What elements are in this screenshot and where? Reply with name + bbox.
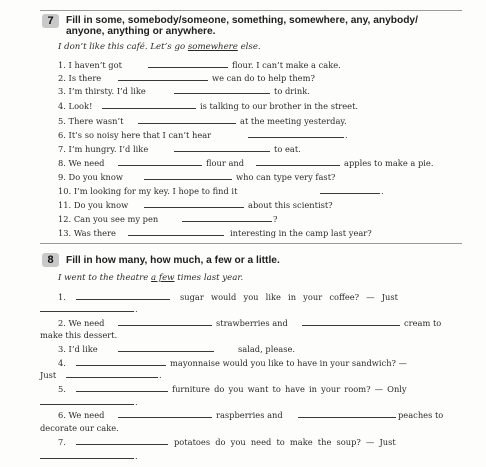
item-text: 10. I’m looking for my key. I hope to find it [58, 186, 238, 196]
item-text: 3. I’d like [58, 344, 98, 354]
exercise-7-title-line2: anyone, anything or anywhere. [66, 26, 216, 37]
item-text: make this dessert. [40, 330, 118, 340]
item-text: 9. Do you know [58, 172, 123, 182]
exercise-7-example [58, 42, 261, 52]
example-answer: somewhere [187, 42, 238, 52]
divider-top [40, 10, 462, 11]
answer-blank[interactable] [40, 404, 134, 405]
item-text: 6. It’s so noisy here that I can’t hear [58, 130, 212, 140]
example-text-end: else. [237, 42, 261, 52]
item-text: potatoes do you need to make the soup? — Just [174, 437, 396, 447]
item-text: who can type very fast? [236, 172, 336, 182]
item-text: 8. We need [58, 158, 105, 168]
answer-blank[interactable] [118, 80, 208, 81]
item-text: sugar would you like in your coffee? — Just [180, 292, 398, 302]
item-text: interesting in the camp last year? [230, 228, 372, 238]
example-text-start: I don’t like this café. Let’s go [58, 42, 188, 52]
item-text: strawberries and [216, 318, 288, 328]
item-text: Just [40, 370, 57, 380]
item-text: flour. I can’t make a cake. [232, 60, 341, 70]
answer-blank[interactable] [298, 417, 396, 418]
example-text-start: I went to the theatre [58, 273, 152, 283]
exercise-8-title: Fill in how many, how much, a few or a little. [66, 255, 280, 266]
exercise-7-number: 7 [42, 14, 59, 28]
item-number: 1. [58, 292, 66, 302]
answer-blank[interactable] [174, 151, 270, 152]
answer-blank[interactable] [118, 165, 202, 166]
item-text: 13. Was there [58, 228, 116, 238]
item-text: . [381, 186, 384, 196]
answer-blank[interactable] [40, 311, 134, 312]
answer-blank[interactable] [40, 458, 134, 459]
item-text: about this scientist? [248, 200, 333, 210]
item-number: 5. [58, 384, 66, 394]
item-text: 5. There wasn’t [58, 116, 124, 126]
item-text: raspberries and [216, 410, 283, 420]
answer-blank[interactable] [144, 179, 232, 180]
item-text: 12. Can you see my pen [58, 214, 159, 224]
answer-blank[interactable] [76, 299, 170, 300]
item-number: 7. [58, 437, 66, 447]
item-text: is talking to our brother in the street. [200, 101, 359, 111]
answer-blank[interactable] [302, 325, 400, 326]
example-answer: a few [151, 273, 175, 283]
item-text: apples to make a pie. [344, 158, 434, 168]
item-text: at the meeting yesterday. [240, 116, 347, 126]
item-text: 11. Do you know [58, 200, 129, 210]
item-text: 6. We need [58, 410, 105, 420]
item-text: 3. I’m thirsty. I’d like [58, 86, 146, 96]
item-text: . [345, 130, 348, 140]
item-number: 4. [58, 358, 66, 368]
item-text: we can do to help them? [212, 73, 315, 83]
answer-blank[interactable] [66, 377, 158, 378]
answer-blank[interactable] [144, 207, 244, 208]
item-text: to eat. [274, 144, 301, 154]
example-text-end: times last year. [174, 273, 244, 283]
answer-blank[interactable] [76, 391, 168, 392]
answer-blank[interactable] [118, 325, 212, 326]
item-text: salad, please. [238, 344, 296, 354]
answer-blank[interactable] [182, 221, 272, 222]
item-text: flour and [206, 158, 245, 168]
item-text: 2. We need [58, 318, 105, 328]
exercise-8-example [58, 273, 243, 283]
answer-blank[interactable] [256, 165, 340, 166]
item-text: 1. I haven’t got [58, 60, 122, 70]
item-text: mayonnaise would you like to have in your sandwich? — [170, 358, 407, 368]
item-text: 2. Is there [58, 73, 102, 83]
answer-blank[interactable] [138, 123, 236, 124]
answer-blank[interactable] [148, 67, 228, 68]
item-text: cream to [404, 318, 442, 328]
item-text: 7. I’m hungry. I’d like [58, 144, 149, 154]
answer-blank[interactable] [118, 351, 214, 352]
item-text: 4. Look! [58, 101, 93, 111]
answer-blank[interactable] [76, 365, 166, 366]
exercise-8-number: 8 [42, 253, 59, 267]
answer-blank[interactable] [128, 235, 224, 236]
answer-blank[interactable] [248, 137, 344, 138]
divider-middle [40, 243, 462, 244]
item-text: ? [273, 214, 278, 224]
exercise-7-title-line1: Fill in some, somebody/someone, something, somewhere, any, anybody/ [66, 15, 418, 26]
item-text: decorate our cake. [40, 423, 119, 433]
answer-blank[interactable] [174, 93, 270, 94]
item-text: furniture do you want to have in your room? — Only [172, 384, 407, 394]
answer-blank[interactable] [102, 108, 196, 109]
answer-blank[interactable] [76, 444, 168, 445]
answer-blank[interactable] [320, 193, 380, 194]
textbook-page: 7 Fill in some, somebody/someone, something, somewhere, any, anybody/ anyone, anything or anywhere. I don’t like this café. Let’s go somewhere else. 1. I haven’t got flour. I can’t make a cake. 2. Is there we can do to help them? 3. I’m thirsty. I’d like to drink. 4. Look! is talking to our brother in the street. 5. There wasn’t at the meeting yesterday. 6. It’s so noisy here that I can’t hear . 7. I’m hungry. I’d like to eat. 8. We need flour and apples to make a pie. 9. Do you know who can type very fast? 10. I’m looking for my key. I hope to find it . 11. Do you know about this scientist? 12. Can you see my pen ? 13. Was there interesting in the camp last year? 8 Fill in how many, how much, a few or a little. I went to the theatre a few times last year. 1. sugar would you like in your coffee? — Just . 2. We need strawberries and cream to make this dessert. 3. I’d like salad, please. 4. mayonnaise would you like to have in your sandwich? — Just . 5. furniture do you want to have in your room? — Only . 6. We need raspberries and peaches to decorate our cake. 7. potatoes do you need to make the soup? — Just . [0, 0, 486, 467]
item-text: peaches to [398, 410, 444, 420]
item-text: to drink. [274, 86, 310, 96]
answer-blank[interactable] [118, 417, 212, 418]
